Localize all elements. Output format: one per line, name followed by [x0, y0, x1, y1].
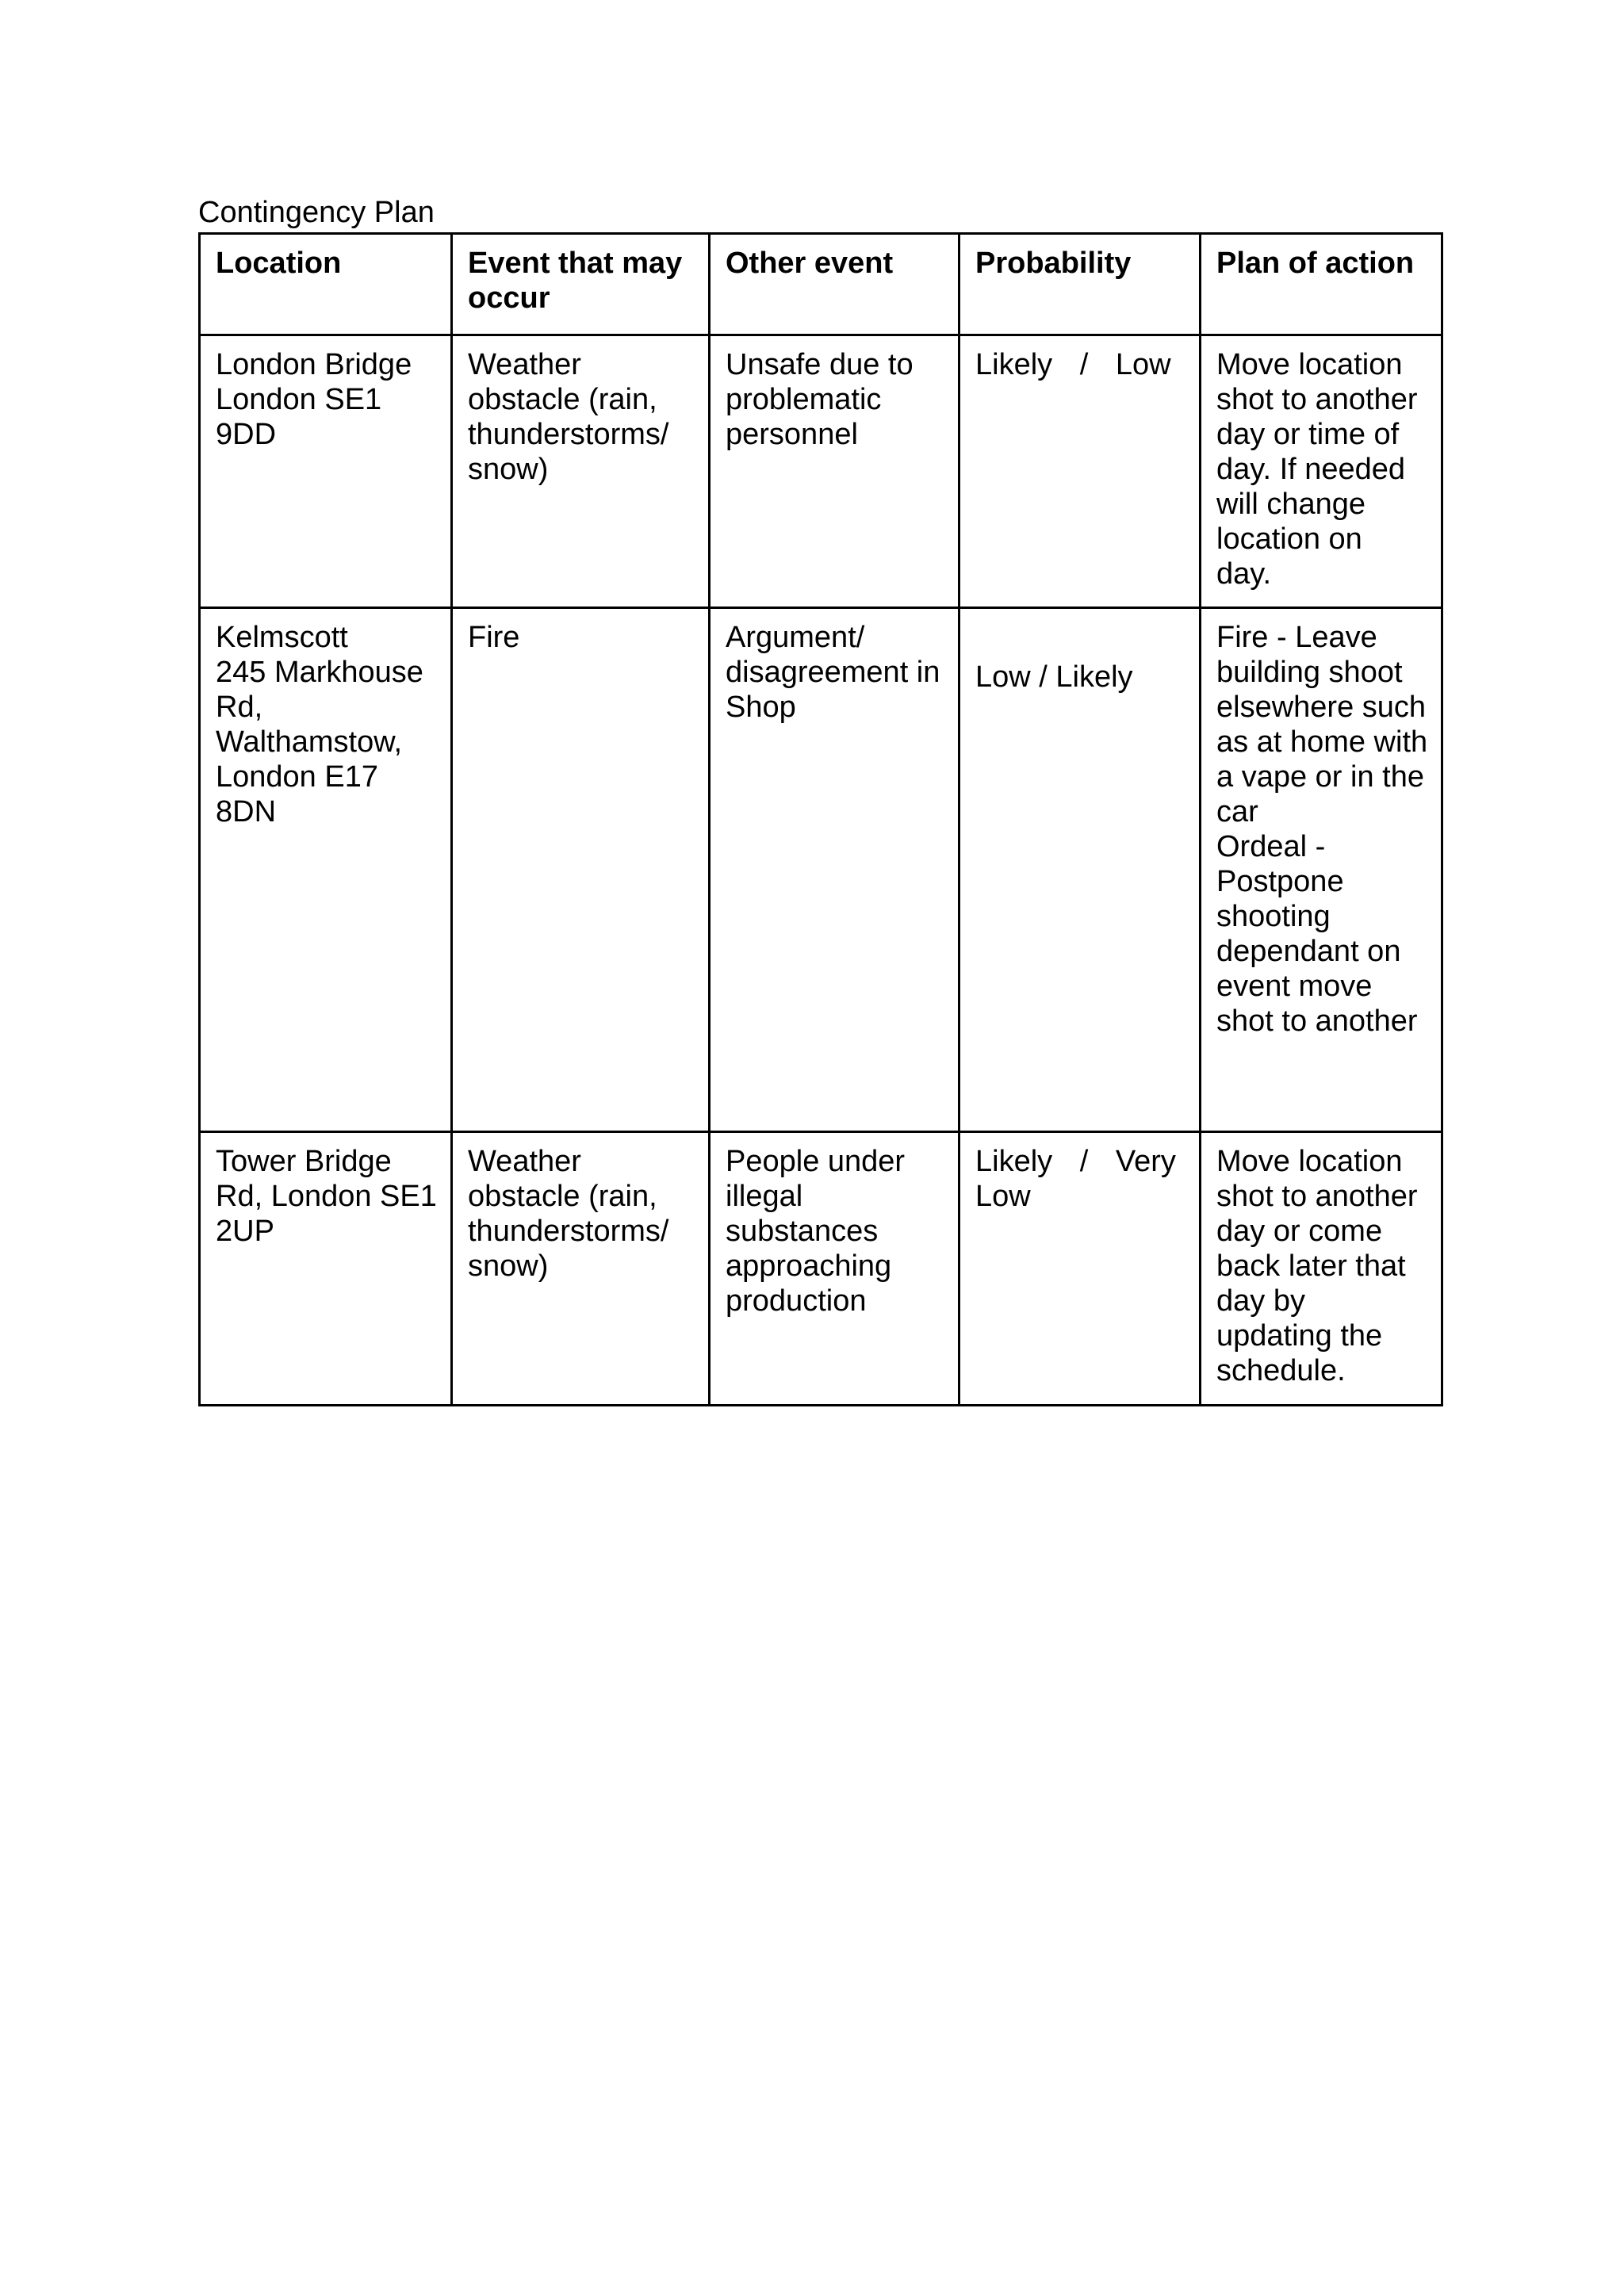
plan-text: Fire - Leave building shoot elsewhere such as at home with a vape or in the car Ordeal - Postpone shooting dependant on event move shot to another [1216, 621, 1428, 1038]
cell-probability [959, 335, 1201, 608]
probability-text: Likely / Very Low [975, 1145, 1176, 1213]
cell-location [200, 335, 452, 608]
header-event [452, 234, 710, 335]
header-probability [959, 234, 1201, 335]
table-row [200, 335, 1442, 608]
contingency-table [198, 232, 1443, 1406]
cell-plan [1201, 335, 1442, 608]
page-title: Contingency Plan [198, 196, 435, 229]
event-text: Weather obstacle (rain, thunderstorms/ snow) [468, 1145, 669, 1283]
table-row [200, 1132, 1442, 1406]
cell-plan [1201, 608, 1442, 1132]
header-location-label: Location [216, 247, 342, 280]
cell-other-event [710, 1132, 959, 1406]
cell-probability [959, 1132, 1201, 1406]
other-event-text: Argument/ disagreement in Shop [726, 621, 940, 724]
cell-probability [959, 608, 1201, 1132]
other-event-text: People under illegal substances approaching production [726, 1145, 906, 1318]
cell-event [452, 335, 710, 608]
event-text: Fire [468, 621, 520, 654]
probability-text: Low / Likely [975, 660, 1133, 694]
header-other-event-label: Other event [726, 247, 894, 280]
header-location [200, 234, 452, 335]
probability-text: Likely / Low [975, 348, 1171, 381]
cell-location [200, 608, 452, 1132]
plan-text: Move location shot to another day or come back later that day by updating the schedule. [1216, 1145, 1418, 1387]
cell-location [200, 1132, 452, 1406]
table-row [200, 608, 1442, 1132]
location-text: London Bridge London SE1 9DD [216, 348, 412, 451]
plan-text: Move location shot to another day or time of day. If needed will change location on day. [1216, 348, 1418, 591]
location-text: Tower Bridge Rd, London SE1 2UP [216, 1145, 437, 1248]
header-other-event [710, 234, 959, 335]
cell-other-event [710, 335, 959, 608]
header-probability-label: Probability [975, 247, 1132, 280]
cell-event [452, 608, 710, 1132]
cell-event [452, 1132, 710, 1406]
header-event-label: Event that may occur [468, 247, 683, 315]
location-text: Kelmscott 245 Markhouse Rd, Walthamstow, London E17 8DN [216, 621, 423, 828]
cell-other-event [710, 608, 959, 1132]
table-header-row [200, 234, 1442, 335]
other-event-text: Unsafe due to problematic personnel [726, 348, 914, 451]
cell-plan [1201, 1132, 1442, 1406]
event-text: Weather obstacle (rain, thunderstorms/ snow) [468, 348, 669, 486]
header-plan [1201, 234, 1442, 335]
header-plan-label: Plan of action [1216, 247, 1415, 280]
